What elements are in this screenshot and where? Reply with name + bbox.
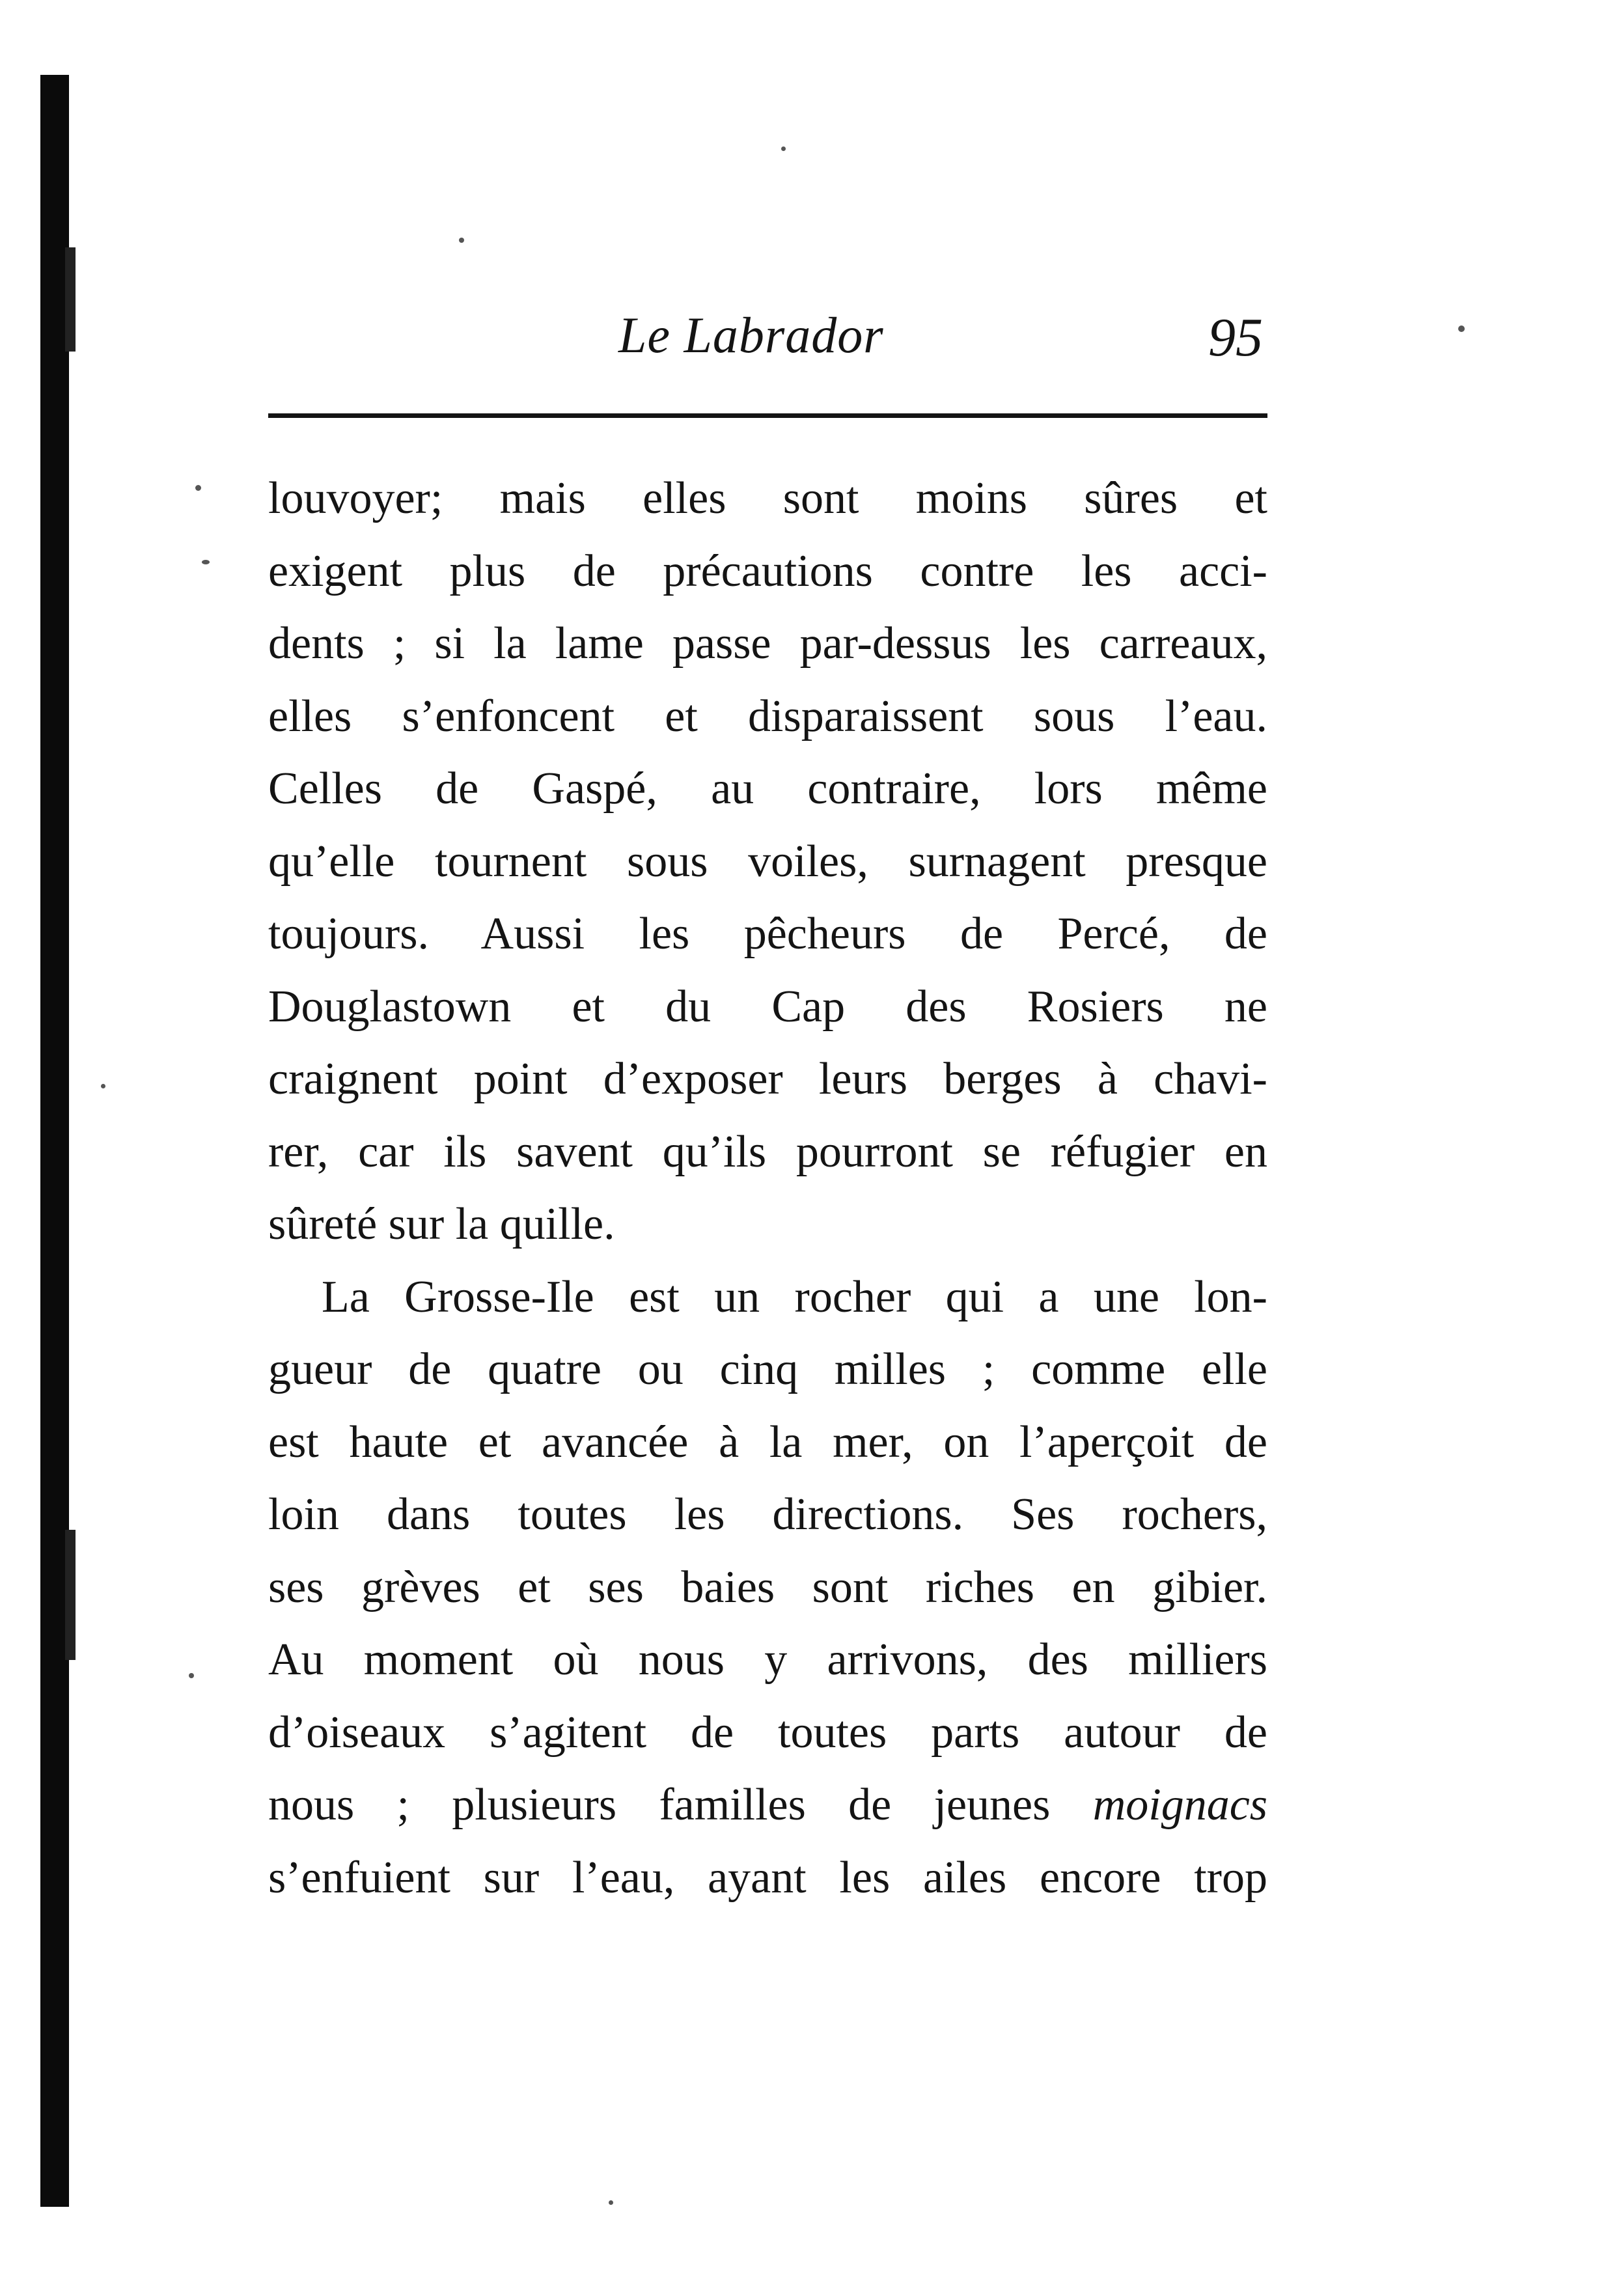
binding-notch: [65, 247, 76, 352]
running-title: Le Labrador: [618, 307, 884, 363]
page-number: 95: [1208, 307, 1263, 368]
body-text: [268, 462, 1267, 1914]
text-line: Douglastown et du Cap des Rosiers ne: [268, 981, 1267, 1032]
page-header: [267, 286, 1269, 371]
text-line: d’oiseaux s’agitent de toutes parts autour de: [268, 1707, 1267, 1758]
italic-word: moignacs: [1092, 1780, 1267, 1830]
text-line: dents ; si la lame passe par-dessus les carreaux,: [268, 618, 1267, 669]
text-line: est haute et avancée à la mer, on l’aperçoit de: [268, 1417, 1267, 1467]
text-line: toujours. Aussi les pêcheurs de Percé, de: [268, 909, 1267, 959]
text-line: elles s’enfoncent et disparaissent sous l’eau.: [268, 691, 1267, 741]
text-segment: nous ; plusieurs familles de jeunes: [268, 1780, 1051, 1830]
text-line: s’enfuient sur l’eau, ayant les ailes encore trop: [268, 1852, 1267, 1903]
text-line: loin dans toutes les directions. Ses rochers,: [268, 1489, 1267, 1540]
text-line: craignent point d’exposer leurs berges à chavi-: [268, 1054, 1267, 1104]
text-line-paragraph-start: La Grosse-Ile est un rocher qui a une lon-: [322, 1271, 1267, 1322]
text-line: exigent plus de précautions contre les acci-: [268, 546, 1267, 596]
text-line: gueur de quatre ou cinq milles ; comme elle: [268, 1344, 1267, 1394]
scan-speck: [189, 1673, 194, 1678]
text-line: Celles de Gaspé, au contraire, lors même: [268, 764, 1267, 814]
scan-speck: [459, 238, 464, 243]
text-line: Au moment où nous y arrivons, des milliers: [268, 1635, 1267, 1685]
scan-speck: [202, 560, 210, 564]
header-rule: [268, 413, 1267, 418]
binding-notch: [65, 1530, 76, 1660]
scan-speck: [101, 1084, 105, 1088]
scan-speck: [609, 2200, 613, 2205]
text-line: rer, car ils savent qu’ils pourront se réfugier en: [268, 1126, 1267, 1177]
scan-speck: [781, 146, 786, 151]
text-line-with-italic: [268, 1769, 1267, 1842]
scan-speck: [195, 485, 201, 491]
scan-speck: [1458, 325, 1465, 332]
text-line: qu’elle tournent sous voiles, surnagent presque: [268, 836, 1267, 887]
binding-edge: [40, 75, 69, 2207]
text-line: ses grèves et ses baies sont riches en gibier.: [268, 1562, 1267, 1612]
text-line: louvoyer; mais elles sont moins sûres et: [268, 473, 1267, 523]
text-line-paragraph-end: sûreté sur la quille.: [268, 1199, 615, 1249]
